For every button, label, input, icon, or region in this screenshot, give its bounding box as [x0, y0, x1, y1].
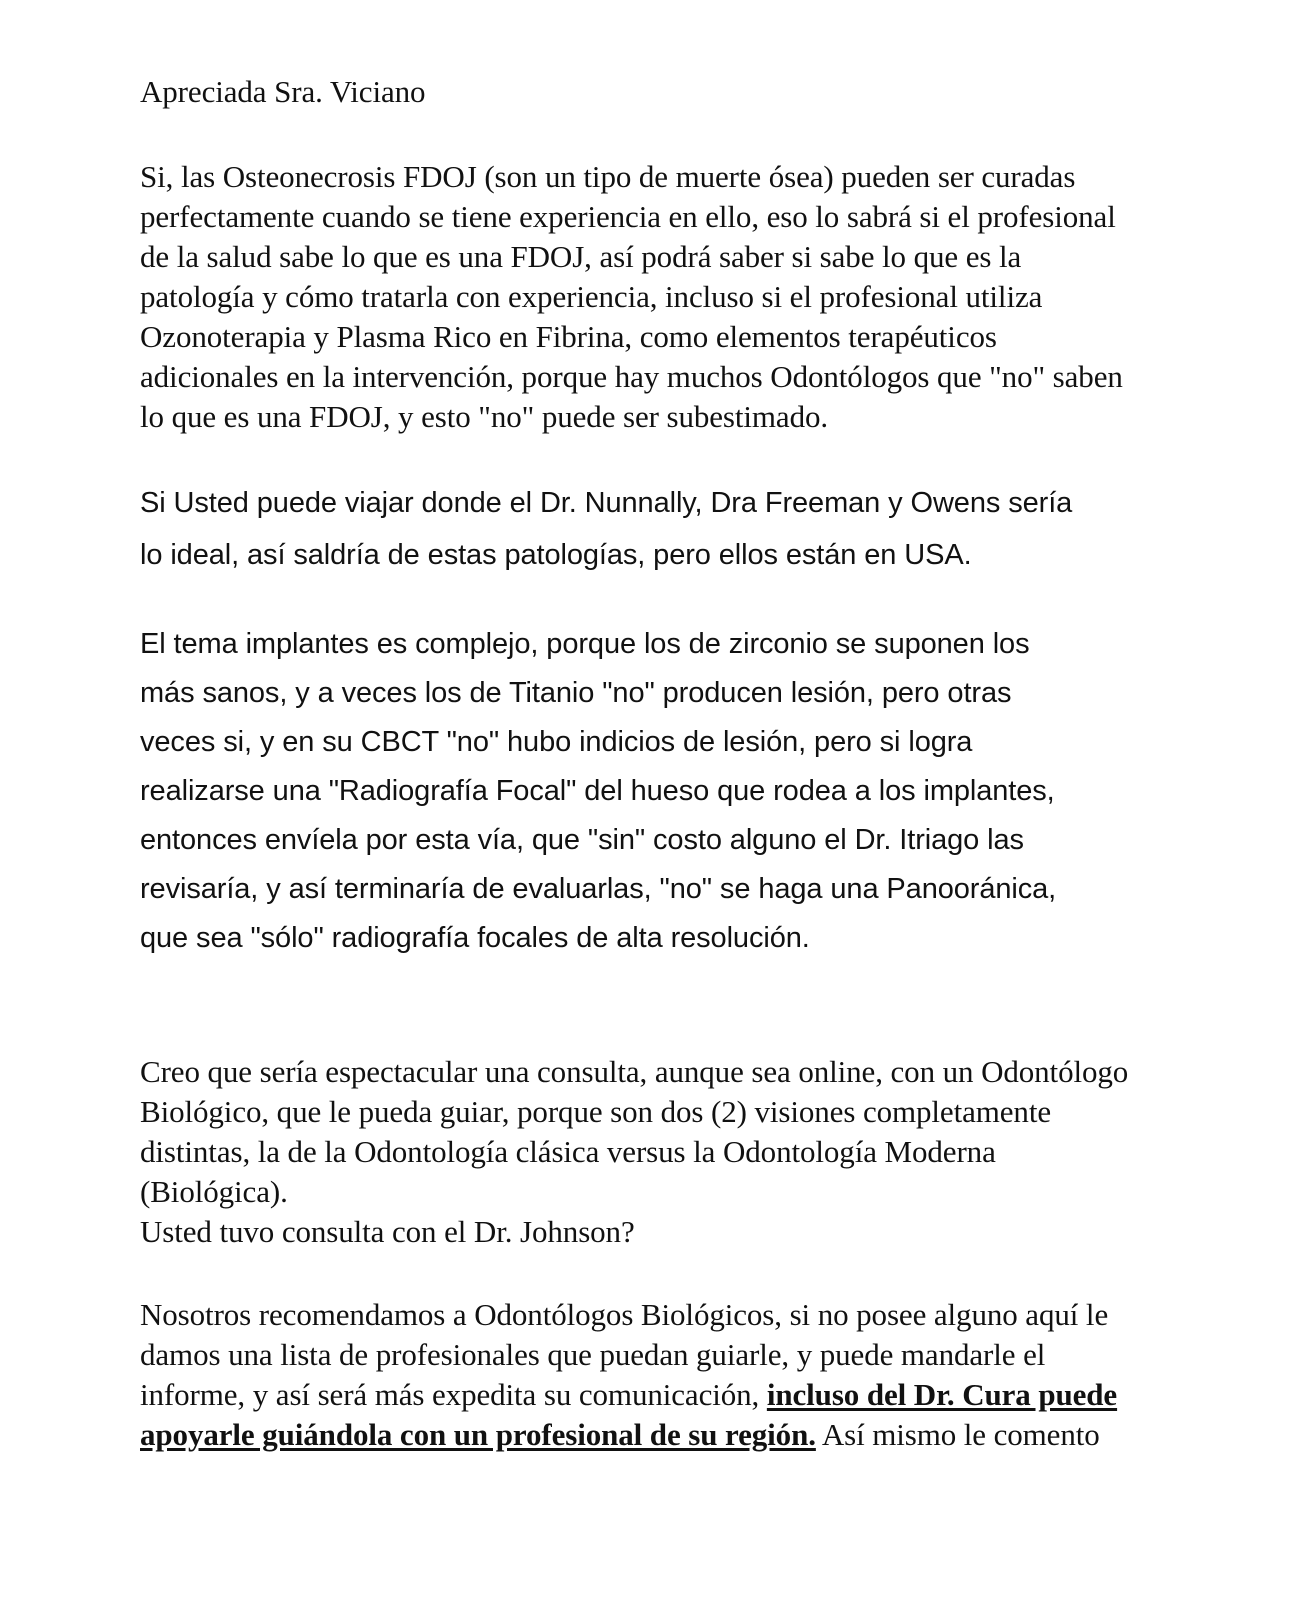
- text-line: (Biológica).: [140, 1174, 288, 1209]
- greeting-text: Apreciada Sra. Viciano: [140, 74, 426, 109]
- text-segment: informe, y así será más expedita su comunicación,: [140, 1377, 767, 1412]
- text-line: El tema implantes es complejo, porque los de zirconio se suponen los: [140, 628, 1030, 660]
- paragraph-consultation: [140, 1052, 1200, 1252]
- text-line: Nosotros recomendamos a Odontólogos Biológicos, si no posee alguno aquí le: [140, 1297, 1109, 1332]
- paragraph-osteonecrosis: [140, 157, 1200, 437]
- text-line: Ozonoterapia y Plasma Rico en Fibrina, como elementos terapéuticos: [140, 319, 997, 354]
- greeting: [140, 72, 1200, 112]
- text-line: [140, 1375, 1200, 1415]
- text-line: entonces envíela por esta vía, que "sin" costo alguno el Dr. Itriago las: [140, 824, 1024, 856]
- text-line: adicionales en la intervención, porque hay muchos Odontólogos que "no" saben: [140, 359, 1123, 394]
- text-line: Usted tuvo consulta con el Dr. Johnson?: [140, 1214, 635, 1249]
- text-line: perfectamente cuando se tiene experiencia en ello, eso lo sabrá si el profesional: [140, 199, 1116, 234]
- text-line: de la salud sabe lo que es una FDOJ, así podrá saber si sabe lo que es la: [140, 239, 1022, 274]
- text-line: [140, 1415, 1200, 1455]
- text-line: más sanos, y a veces los de Titanio "no" producen lesión, pero otras: [140, 677, 1012, 709]
- text-line: que sea "sólo" radiografía focales de alta resolución.: [140, 922, 810, 954]
- emphasized-text: apoyarle guiándola con un profesional de su región.: [140, 1417, 816, 1452]
- text-line: Biológico, que le pueda guiar, porque son dos (2) visiones completamente: [140, 1094, 1052, 1129]
- paragraph-recommendation: [140, 1295, 1200, 1455]
- text-line: patología y cómo tratarla con experiencia, incluso si el profesional utiliza: [140, 279, 1043, 314]
- text-line: lo que es una FDOJ, y esto "no" puede ser subestimado.: [140, 399, 829, 434]
- emphasized-text: incluso del Dr. Cura puede: [766, 1377, 1118, 1412]
- text-line: Si, las Osteonecrosis FDOJ (son un tipo de muerte ósea) pueden ser curadas: [140, 159, 1076, 194]
- text-line: realizarse una "Radiografía Focal" del hueso que rodea a los implantes,: [140, 775, 1055, 807]
- text-line: veces si, y en su CBCT "no" hubo indicios de lesión, pero si logra: [140, 726, 973, 758]
- text-line: Creo que sería espectacular una consulta, aunque sea online, con un Odontólogo: [140, 1054, 1129, 1089]
- text-line: revisaría, y así terminaría de evaluarlas, "no" se haga una Panooránica,: [140, 873, 1057, 905]
- text-line: damos una lista de profesionales que puedan guiarle, y puede mandarle el: [140, 1337, 1046, 1372]
- text-line: Si Usted puede viajar donde el Dr. Nunnally, Dra Freeman y Owens sería: [140, 487, 1073, 519]
- text-segment: Así mismo le comento: [815, 1417, 1100, 1452]
- text-line: distintas, la de la Odontología clásica versus la Odontología Moderna: [140, 1134, 996, 1169]
- text-line: lo ideal, así saldría de estas patologías, pero ellos están en USA.: [140, 539, 972, 571]
- paragraph-implants: [140, 620, 1200, 963]
- paragraph-travel-usa: [140, 477, 1200, 581]
